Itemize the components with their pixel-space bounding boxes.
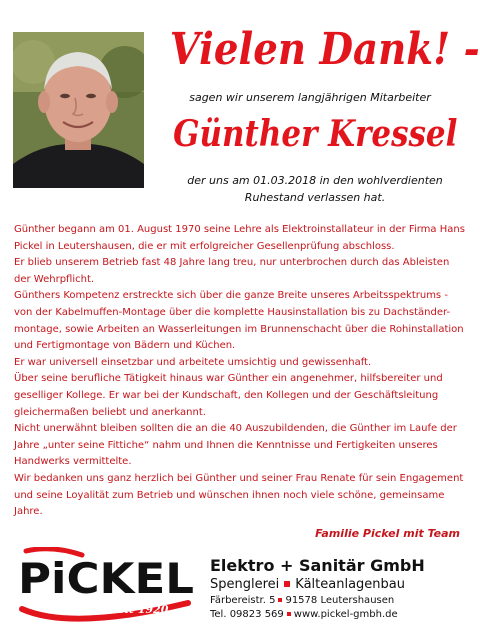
paragraph-competence: Günthers Kompetenz erstreckte sich über die ganze Breite unseres Arbeitsspektrums - von der Kabelmuffen-Montage über die komplette Hausinstallation bis zu Dachständer-montage, sowie Arbeiten an Wasserleitungen im Brunnenschacht über die Rohinstallation und Fertigmontage von Bädern und Küchen. <box>14 290 464 352</box>
company-contact <box>210 608 472 622</box>
service-spenglerei: Spenglerei <box>210 577 280 592</box>
company-name: Elektro + Sanitär GmbH <box>210 556 425 575</box>
portrait-photo <box>13 32 144 188</box>
retirement-line-2: Ruhestand verlassen hat. <box>244 191 386 204</box>
employee-name: Günther Kressel <box>173 113 458 155</box>
portrait-illustration <box>13 32 144 188</box>
logo-wordmark: PiCKEL <box>18 554 194 603</box>
red-square-separator-icon <box>284 581 290 587</box>
red-square-separator-icon <box>278 598 282 602</box>
letter-body <box>14 222 466 521</box>
logo-graphic <box>12 547 200 625</box>
pickel-logo <box>12 547 200 625</box>
red-square-separator-icon <box>287 612 291 616</box>
website-link[interactable]: www.pickel-gmbh.de <box>293 609 398 620</box>
retirement-text <box>150 172 480 206</box>
paragraph-apprenticeship: Günther begann am 01. August 1970 seine Lehre als Elektroinstallateur in der Firma Hans Pickel in Leutershausen, die er mit erfolgreicher Gesellenprüfung abschloss. <box>14 224 465 252</box>
logo-tagline: seit 1920 <box>111 603 169 616</box>
company-block <box>210 556 472 622</box>
signoff: Familie Pickel mit Team <box>315 527 460 540</box>
address-city: 91578 Leutershausen <box>285 595 395 606</box>
phone-number: Tel. 09823 569 <box>210 609 284 620</box>
paragraph-thanks: Wir bedanken uns ganz herzlich bei Günther und seiner Frau Renate für sein Engagement und seine Loyalität zum Betrieb und wünschen ihnen noch viele schöne, gemeinsame Jahre. <box>14 472 464 518</box>
company-services <box>210 576 472 594</box>
address-street: Färbereistr. 5 <box>210 595 276 606</box>
retirement-line-1: der uns am 01.03.2018 in den wohlverdienten <box>187 174 443 187</box>
company-address <box>210 594 472 608</box>
paragraph-loyalty: Er blieb unserem Betrieb fast 48 Jahre lang treu, nur unterbrochen durch das Ableisten der Wehrpflicht. <box>14 257 450 285</box>
paragraph-versatility: Er war universell einsetzbar und arbeitete umsichtig und gewissenhaft. <box>14 356 372 368</box>
service-kaelteanlagenbau: Kälteanlagenbau <box>295 577 405 592</box>
headline-thanks: Vielen Dank! - <box>169 24 480 75</box>
paragraph-trainees: Nicht unerwähnt bleiben sollten die an die 40 Auszubildenden, die Günther im Laufe der Jahre „unter seine Fittiche“ nahm und Ihnen die Kenntnisse und Fertigkeiten unseres Handwerks vermittelte. <box>14 423 457 468</box>
paragraph-colleague: Über seine berufliche Tätigkeit hinaus war Günther ein angenehmer, hilfsbereiter und geselliger Kollege. Er war bei der Kundschaft, den Kollegen und der Geschäftsleitung gleichermaßen beliebt und anerkannt. <box>14 373 443 418</box>
intro-text: sagen wir unserem langjährigen Mitarbeiter <box>189 91 431 104</box>
